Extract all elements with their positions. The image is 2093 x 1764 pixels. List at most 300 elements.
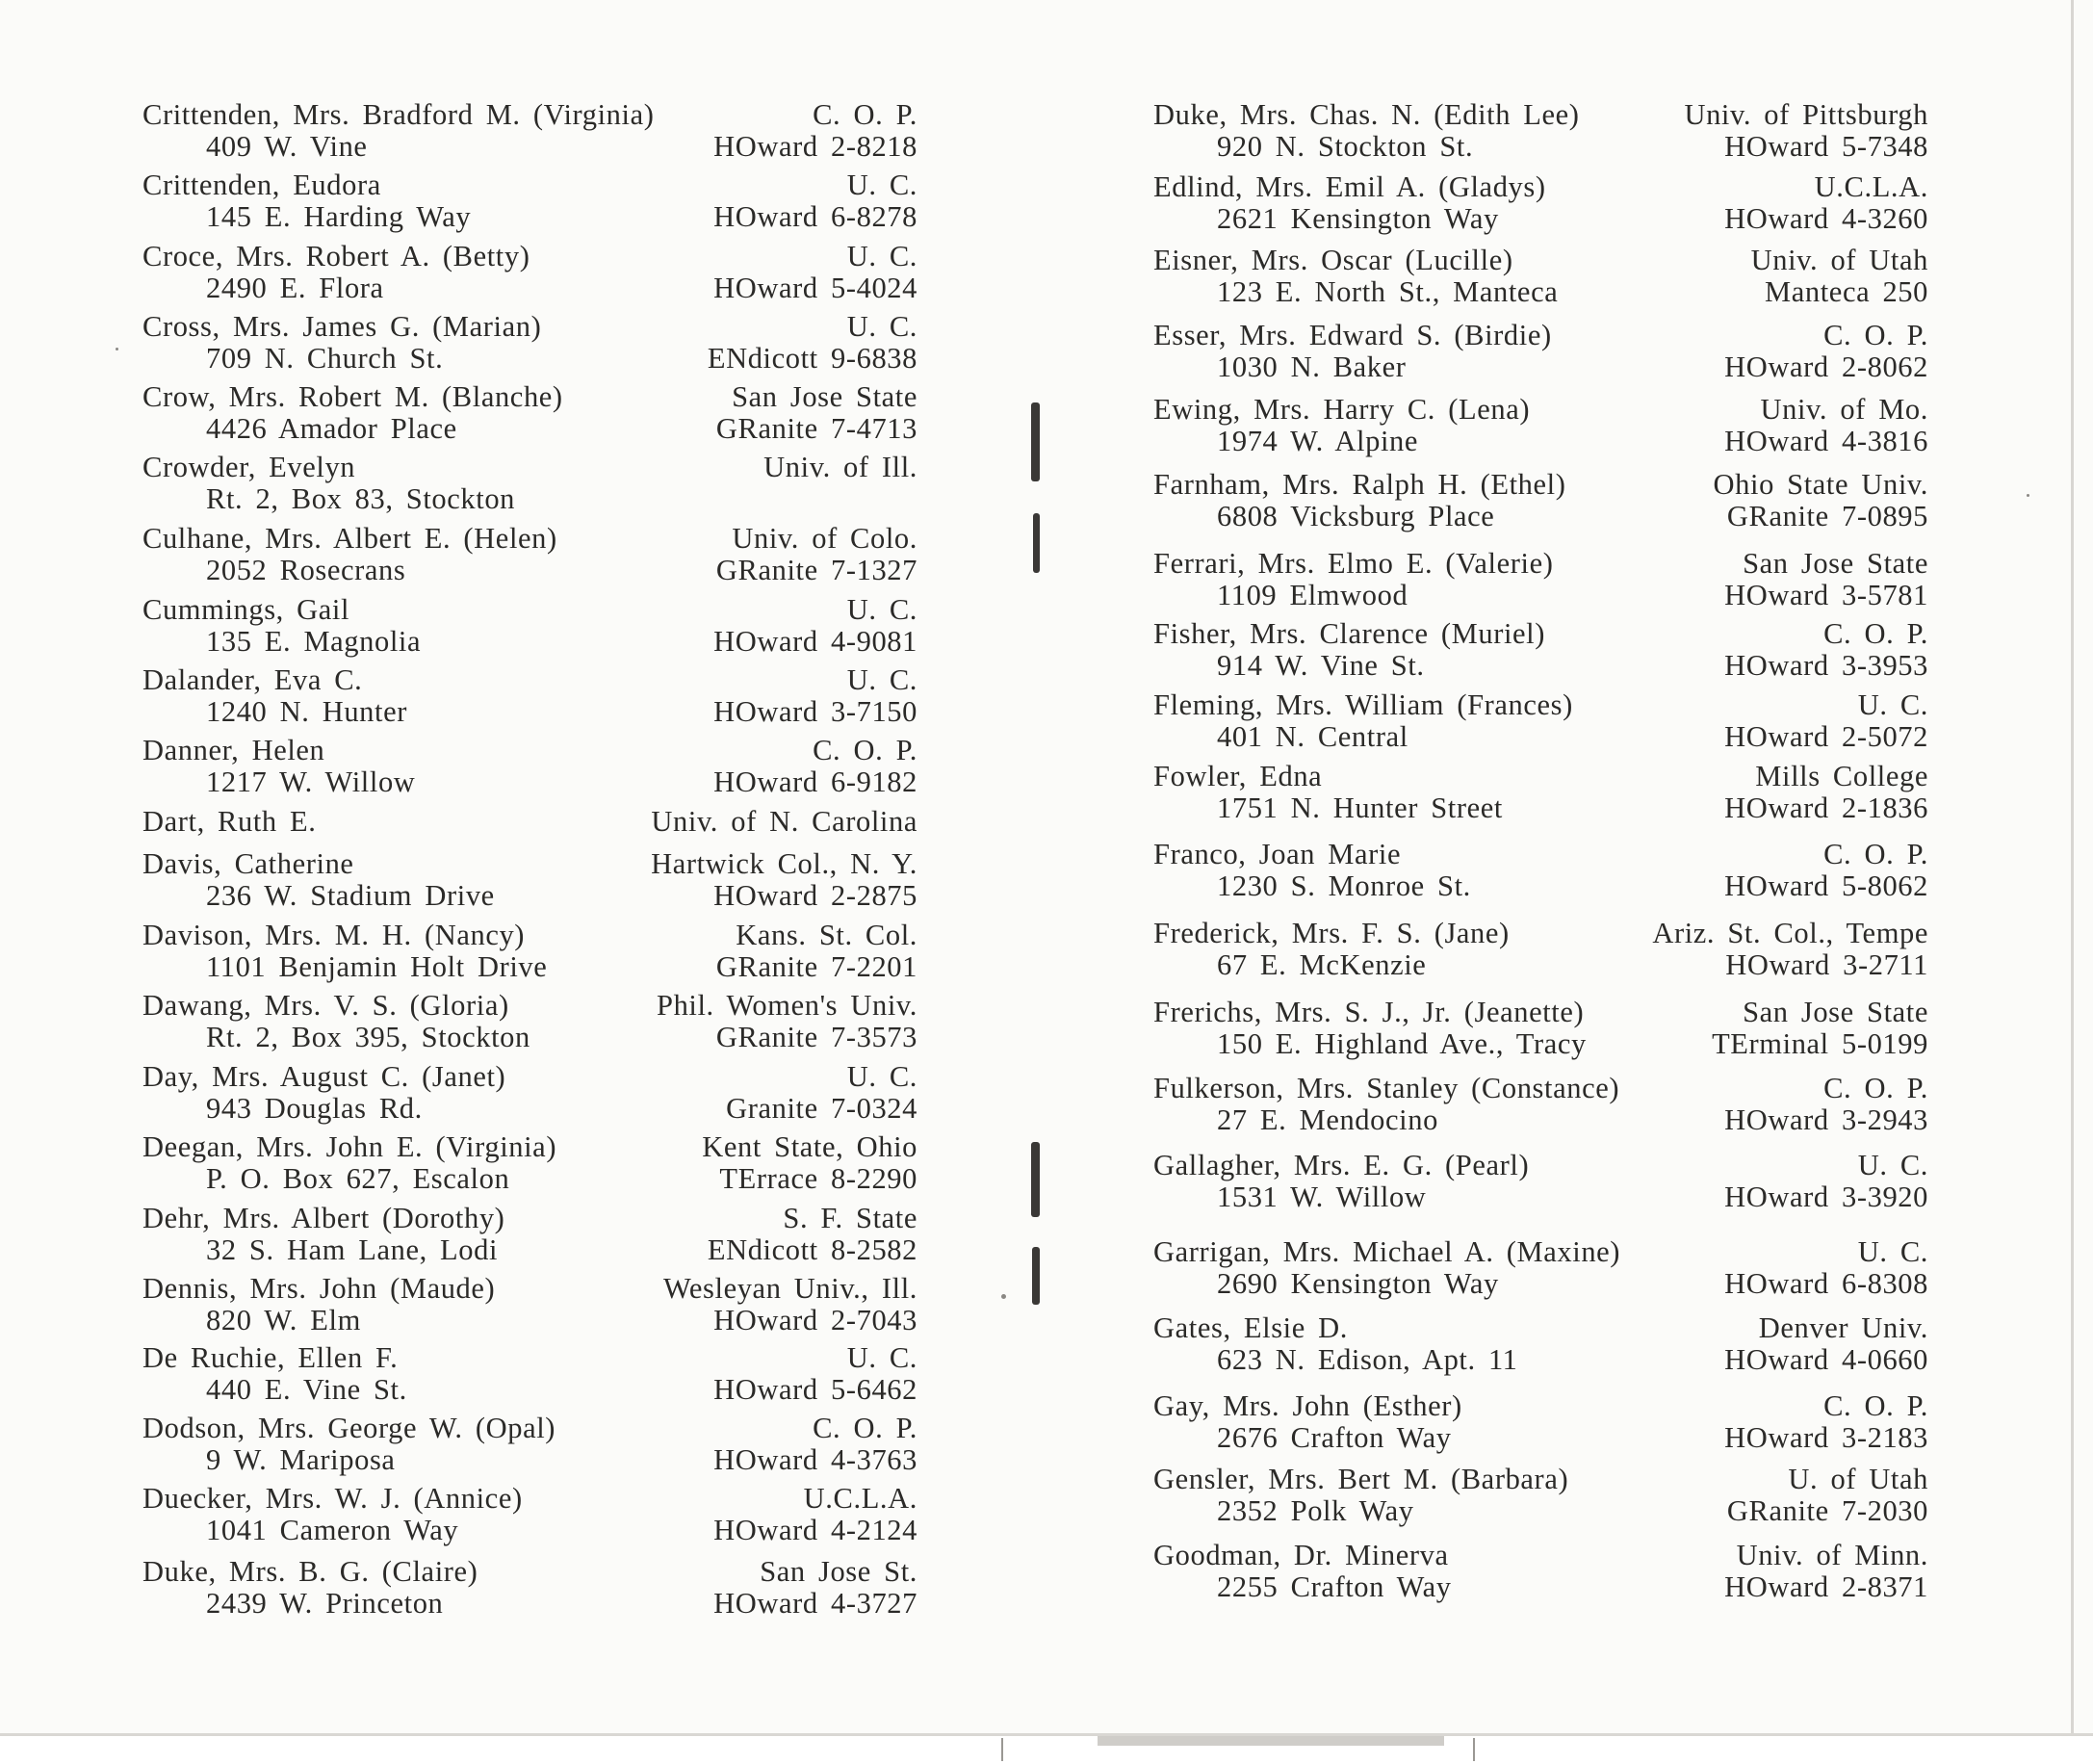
entry-line-1 xyxy=(142,1131,917,1163)
member-name: De Ruchie, Ellen F. xyxy=(142,1341,399,1374)
entry-line-1 xyxy=(1153,394,1928,426)
entry-line-1 xyxy=(142,664,917,696)
directory-entry xyxy=(1153,1236,1928,1300)
member-address: 2690 Kensington Way xyxy=(1217,1267,1499,1300)
entry-line-1 xyxy=(142,806,917,838)
member-phone: HOward 4-3816 xyxy=(1724,425,1928,457)
entry-line-2 xyxy=(1153,351,1928,383)
entry-line-2 xyxy=(142,880,917,912)
entry-line-1 xyxy=(1153,1236,1928,1268)
entry-line-1 xyxy=(142,1342,917,1374)
directory-entry xyxy=(142,848,917,912)
entry-line-1 xyxy=(1153,1464,1928,1495)
entry-line-2 xyxy=(142,413,917,445)
directory-entry xyxy=(1153,1150,1928,1213)
entry-line-2 xyxy=(1153,1181,1928,1213)
directory-entry xyxy=(1153,839,1928,902)
member-phone: HOward 2-8371 xyxy=(1724,1570,1928,1603)
speck xyxy=(2027,494,2029,497)
member-phone: HOward 2-5072 xyxy=(1724,720,1928,753)
member-name: Garrigan, Mrs. Michael A. (Maxine) xyxy=(1153,1235,1621,1268)
entry-line-2 xyxy=(142,272,917,304)
directory-entry xyxy=(142,169,917,233)
member-school: San Jose State xyxy=(1743,547,1928,580)
member-phone: HOward 2-7043 xyxy=(713,1304,917,1336)
member-address: 123 E. North St., Manteca xyxy=(1217,275,1559,308)
member-name: Croce, Mrs. Robert A. (Betty) xyxy=(142,240,530,272)
member-phone: TErrace 8-2290 xyxy=(719,1162,917,1195)
entry-line-1 xyxy=(142,920,917,951)
directory-entry xyxy=(142,1061,917,1125)
member-name: Goodman, Dr. Minerva xyxy=(1153,1539,1449,1571)
member-name: Danner, Helen xyxy=(142,734,325,766)
staple-mark xyxy=(1032,1247,1040,1305)
member-address: 1751 N. Hunter Street xyxy=(1217,791,1503,824)
member-name: Franco, Joan Marie xyxy=(1153,838,1402,870)
member-address: 1240 N. Hunter xyxy=(206,695,407,728)
directory-entry xyxy=(142,594,917,658)
member-name: Deegan, Mrs. John E. (Virginia) xyxy=(142,1130,557,1163)
directory-entry xyxy=(1153,1540,1928,1603)
entry-line-1 xyxy=(142,1203,917,1234)
entry-line-1 xyxy=(1153,918,1928,949)
directory-entry xyxy=(142,452,917,515)
member-name: Gates, Elsie D. xyxy=(1153,1311,1348,1344)
member-school: U. C. xyxy=(846,1341,917,1374)
entry-line-1 xyxy=(142,990,917,1022)
member-address: 2352 Polk Way xyxy=(1217,1494,1414,1527)
member-phone: HOward 2-2875 xyxy=(713,879,917,912)
entry-line-1 xyxy=(1153,1073,1928,1104)
member-address: 709 N. Church St. xyxy=(206,342,444,375)
member-name: Duke, Mrs. B. G. (Claire) xyxy=(142,1555,478,1588)
entry-line-1 xyxy=(142,1061,917,1093)
member-phone: HOward 2-8218 xyxy=(713,130,917,163)
member-phone: HOward 3-2943 xyxy=(1724,1103,1928,1136)
member-school: C. O. P. xyxy=(1823,1072,1928,1104)
entry-line-2 xyxy=(1153,501,1928,532)
member-school: Univ. of Mo. xyxy=(1760,393,1928,426)
member-phone: HOward 5-8062 xyxy=(1724,869,1928,902)
entry-line-1 xyxy=(142,381,917,413)
member-school: C. O. P. xyxy=(1823,617,1928,650)
member-name: Frerichs, Mrs. S. J., Jr. (Jeanette) xyxy=(1153,996,1585,1028)
member-address: 440 E. Vine St. xyxy=(206,1373,407,1406)
entry-line-1 xyxy=(1153,839,1928,870)
member-address: 920 N. Stockton St. xyxy=(1217,130,1474,163)
entry-line-1 xyxy=(142,735,917,766)
entry-line-1 xyxy=(1153,320,1928,351)
member-school: U.C.L.A. xyxy=(1814,170,1928,203)
member-address: 409 W. Vine xyxy=(206,130,368,163)
member-school: S. F. State xyxy=(783,1202,917,1234)
entry-line-2 xyxy=(142,696,917,728)
entry-line-1 xyxy=(142,452,917,483)
member-address: 150 E. Highland Ave., Tracy xyxy=(1217,1027,1587,1060)
member-address: 145 E. Harding Way xyxy=(206,200,472,233)
entry-line-1 xyxy=(142,169,917,201)
entry-line-1 xyxy=(1153,1312,1928,1344)
directory-entry xyxy=(142,1342,917,1406)
entry-line-1 xyxy=(142,1413,917,1444)
member-phone: HOward 4-3763 xyxy=(713,1443,917,1476)
member-address: Rt. 2, Box 395, Stockton xyxy=(206,1021,530,1053)
member-phone: HOward 6-8308 xyxy=(1724,1267,1928,1300)
scan-shadow xyxy=(1098,1736,1444,1746)
entry-line-1 xyxy=(1153,618,1928,650)
entry-line-2 xyxy=(1153,949,1928,981)
directory-entry xyxy=(142,99,917,163)
entry-line-1 xyxy=(142,848,917,880)
member-school: C. O. P. xyxy=(1823,838,1928,870)
entry-line-2 xyxy=(1153,1268,1928,1300)
directory-entry xyxy=(1153,689,1928,753)
member-name: Crow, Mrs. Robert M. (Blanche) xyxy=(142,380,563,413)
member-name: Edlind, Mrs. Emil A. (Gladys) xyxy=(1153,170,1546,203)
scan-edge-mark xyxy=(1001,1738,1003,1761)
member-name: Farnham, Mrs. Ralph H. (Ethel) xyxy=(1153,468,1566,501)
entry-line-2 xyxy=(1153,1571,1928,1603)
member-address: 401 N. Central xyxy=(1217,720,1408,753)
member-phone: GRanite 7-2201 xyxy=(715,950,917,983)
directory-entry xyxy=(142,1413,917,1476)
entry-line-1 xyxy=(142,1273,917,1305)
entry-line-2 xyxy=(1153,131,1928,163)
directory-entry xyxy=(1153,1073,1928,1136)
entry-line-1 xyxy=(142,1556,917,1588)
entry-line-1 xyxy=(142,594,917,626)
directory-entry xyxy=(1153,245,1928,308)
member-phone: HOward 6-8278 xyxy=(713,200,917,233)
entry-line-2 xyxy=(142,131,917,163)
member-name: Ewing, Mrs. Harry C. (Lena) xyxy=(1153,393,1531,426)
member-school: U.C.L.A. xyxy=(803,1482,917,1515)
entry-line-2 xyxy=(142,951,917,983)
directory-entry xyxy=(1153,320,1928,383)
entry-line-2 xyxy=(142,626,917,658)
member-phone: HOward 5-6462 xyxy=(713,1373,917,1406)
entry-line-2 xyxy=(142,1163,917,1195)
entry-line-2 xyxy=(1153,276,1928,308)
member-school: U. C. xyxy=(1857,1235,1928,1268)
entry-line-2 xyxy=(1153,1344,1928,1376)
entry-line-2 xyxy=(1153,870,1928,902)
entry-line-2 xyxy=(142,1374,917,1406)
member-name: Day, Mrs. August C. (Janet) xyxy=(142,1060,506,1093)
entry-line-2 xyxy=(142,555,917,586)
member-name: Dawang, Mrs. V. S. (Gloria) xyxy=(142,989,509,1022)
entry-line-2 xyxy=(142,1022,917,1053)
member-phone: HOward 5-7348 xyxy=(1724,130,1928,163)
member-phone: GRanite 7-0895 xyxy=(1726,500,1928,532)
member-name: Cummings, Gail xyxy=(142,593,350,626)
entry-line-1 xyxy=(1153,469,1928,501)
member-school: Univ. of Pittsburgh xyxy=(1684,98,1928,131)
member-school: Univ. of N. Carolina xyxy=(651,805,917,838)
member-address: 1101 Benjamin Holt Drive xyxy=(206,950,548,983)
entry-line-2 xyxy=(1153,1104,1928,1136)
member-address: 1974 W. Alpine xyxy=(1217,425,1419,457)
member-address: 2621 Kensington Way xyxy=(1217,202,1499,235)
member-address: 1217 W. Willow xyxy=(206,765,416,798)
entry-line-2 xyxy=(1153,650,1928,682)
directory-entry xyxy=(1153,618,1928,682)
member-phone: GRanite 7-2030 xyxy=(1726,1494,1928,1527)
member-address: 1109 Elmwood xyxy=(1217,579,1408,611)
scan-edge-mark xyxy=(1473,1738,1475,1761)
member-address: 1531 W. Willow xyxy=(1217,1180,1427,1213)
member-address: 27 E. Mendocino xyxy=(1217,1103,1438,1136)
member-address: 2490 E. Flora xyxy=(206,272,384,304)
entry-line-1 xyxy=(1153,245,1928,276)
entry-line-1 xyxy=(142,311,917,343)
directory-entry xyxy=(142,241,917,304)
member-phone: HOward 2-8062 xyxy=(1724,350,1928,383)
member-name: Crittenden, Eudora xyxy=(142,169,381,201)
member-phone: HOward 4-0660 xyxy=(1724,1343,1928,1376)
member-name: Cross, Mrs. James G. (Marian) xyxy=(142,310,542,343)
member-phone: Granite 7-0324 xyxy=(726,1092,917,1125)
member-phone: Manteca 250 xyxy=(1765,275,1928,308)
entry-line-1 xyxy=(1153,171,1928,203)
member-name: Culhane, Mrs. Albert E. (Helen) xyxy=(142,522,557,555)
member-phone: HOward 3-3920 xyxy=(1724,1180,1928,1213)
entry-line-1 xyxy=(1153,99,1928,131)
member-school: Ariz. St. Col., Tempe xyxy=(1652,917,1928,949)
entry-line-2 xyxy=(142,1305,917,1336)
member-phone: HOward 4-3260 xyxy=(1724,202,1928,235)
directory-entry xyxy=(142,806,917,838)
member-address: 9 W. Mariposa xyxy=(206,1443,396,1476)
member-school: U. C. xyxy=(1857,1149,1928,1181)
member-school: Ohio State Univ. xyxy=(1713,468,1928,501)
directory-entry xyxy=(142,735,917,798)
entry-line-2 xyxy=(1153,426,1928,457)
member-address: 623 N. Edison, Apt. 11 xyxy=(1217,1343,1518,1376)
member-school: C. O. P. xyxy=(1823,319,1928,351)
member-address: 820 W. Elm xyxy=(206,1304,361,1336)
member-address: 2676 Crafton Way xyxy=(1217,1421,1452,1454)
directory-entry xyxy=(142,1556,917,1620)
directory-entry xyxy=(142,920,917,983)
entry-line-2 xyxy=(1153,1422,1928,1454)
member-phone: HOward 3-7150 xyxy=(713,695,917,728)
member-name: Duecker, Mrs. W. J. (Annice) xyxy=(142,1482,523,1515)
member-name: Dodson, Mrs. George W. (Opal) xyxy=(142,1412,556,1444)
entry-line-2 xyxy=(142,343,917,375)
member-name: Gensler, Mrs. Bert M. (Barbara) xyxy=(1153,1463,1569,1495)
entry-line-2 xyxy=(142,1444,917,1476)
entry-line-2 xyxy=(1153,1495,1928,1527)
member-school: Phil. Women's Univ. xyxy=(657,989,917,1022)
member-name: Fulkerson, Mrs. Stanley (Constance) xyxy=(1153,1072,1620,1104)
member-address: 2052 Rosecrans xyxy=(206,554,406,586)
member-name: Fowler, Edna xyxy=(1153,760,1323,792)
entry-line-2 xyxy=(142,483,917,515)
staple-mark xyxy=(1033,513,1040,573)
member-address: 2439 W. Princeton xyxy=(206,1587,444,1620)
member-name: Fleming, Mrs. William (Frances) xyxy=(1153,688,1573,721)
member-address: 1030 N. Baker xyxy=(1217,350,1407,383)
directory-entry xyxy=(1153,171,1928,235)
member-school: U. C. xyxy=(846,310,917,343)
member-phone: ENdicott 9-6838 xyxy=(707,342,917,375)
member-name: Crittenden, Mrs. Bradford M. (Virginia) xyxy=(142,98,655,131)
staple-mark xyxy=(1031,402,1040,481)
directory-entry xyxy=(142,311,917,375)
member-address: 2255 Crafton Way xyxy=(1217,1570,1452,1603)
member-name: Gay, Mrs. John (Esther) xyxy=(1153,1389,1462,1422)
entry-line-1 xyxy=(142,99,917,131)
member-name: Dennis, Mrs. John (Maude) xyxy=(142,1272,496,1305)
entry-line-1 xyxy=(1153,1540,1928,1571)
member-address: P. O. Box 627, Escalon xyxy=(206,1162,510,1195)
member-address: 1041 Cameron Way xyxy=(206,1514,459,1546)
member-name: Davison, Mrs. M. H. (Nancy) xyxy=(142,919,526,951)
member-school: Univ. of Ill. xyxy=(763,451,917,483)
entry-line-1 xyxy=(1153,997,1928,1028)
member-name: Davis, Catherine xyxy=(142,847,354,880)
entry-line-1 xyxy=(1153,1390,1928,1422)
member-address: Rt. 2, Box 83, Stockton xyxy=(206,482,516,515)
entry-line-2 xyxy=(1153,1028,1928,1060)
directory-entry xyxy=(1153,394,1928,457)
member-name: Crowder, Evelyn xyxy=(142,451,356,483)
directory-entry xyxy=(142,523,917,586)
member-address: 32 S. Ham Lane, Lodi xyxy=(206,1233,499,1266)
directory-entry xyxy=(142,381,917,445)
member-name: Gallagher, Mrs. E. G. (Pearl) xyxy=(1153,1149,1530,1181)
directory-entry xyxy=(1153,469,1928,532)
member-school: Kans. St. Col. xyxy=(736,919,917,951)
entry-line-1 xyxy=(1153,1150,1928,1181)
member-school: U. C. xyxy=(846,593,917,626)
member-address: 135 E. Magnolia xyxy=(206,625,422,658)
member-school: San Jose St. xyxy=(760,1555,917,1588)
entry-line-2 xyxy=(142,766,917,798)
directory-entry xyxy=(1153,1312,1928,1376)
member-school: C. O. P. xyxy=(813,98,917,131)
member-phone: HOward 3-5781 xyxy=(1724,579,1928,611)
member-address: 6808 Vicksburg Place xyxy=(1217,500,1495,532)
member-school: San Jose State xyxy=(1743,996,1928,1028)
member-school: U. C. xyxy=(846,240,917,272)
member-school: Univ. of Colo. xyxy=(732,522,917,555)
directory-entry xyxy=(1153,761,1928,824)
member-address: 236 W. Stadium Drive xyxy=(206,879,495,912)
member-name: Duke, Mrs. Chas. N. (Edith Lee) xyxy=(1153,98,1580,131)
member-name: Esser, Mrs. Edward S. (Birdie) xyxy=(1153,319,1552,351)
member-name: Frederick, Mrs. F. S. (Jane) xyxy=(1153,917,1510,949)
member-phone: HOward 4-9081 xyxy=(713,625,917,658)
member-address: 4426 Amador Place xyxy=(206,412,457,445)
directory-entry xyxy=(1153,997,1928,1060)
scan-bottom-margin xyxy=(0,1733,2093,1764)
entry-line-1 xyxy=(142,241,917,272)
entry-line-1 xyxy=(1153,689,1928,721)
entry-line-2 xyxy=(142,1093,917,1125)
member-phone: ENdicott 8-2582 xyxy=(707,1233,917,1266)
entry-line-1 xyxy=(1153,548,1928,580)
member-school: Kent State, Ohio xyxy=(702,1130,917,1163)
entry-line-2 xyxy=(142,1515,917,1546)
speck xyxy=(116,348,118,350)
member-phone: HOward 3-2183 xyxy=(1724,1421,1928,1454)
entry-line-1 xyxy=(1153,761,1928,792)
member-address: 67 E. McKenzie xyxy=(1217,948,1427,981)
entry-line-2 xyxy=(1153,203,1928,235)
entry-line-2 xyxy=(1153,580,1928,611)
member-school: Wesleyan Univ., Ill. xyxy=(662,1272,917,1305)
member-school: U. C. xyxy=(846,1060,917,1093)
member-school: Univ. of Minn. xyxy=(1736,1539,1928,1571)
member-phone: HOward 3-3953 xyxy=(1724,649,1928,682)
member-name: Eisner, Mrs. Oscar (Lucille) xyxy=(1153,244,1513,276)
entry-line-1 xyxy=(142,1483,917,1515)
member-phone: HOward 4-3727 xyxy=(713,1587,917,1620)
entry-line-2 xyxy=(142,201,917,233)
member-address: 914 W. Vine St. xyxy=(1217,649,1425,682)
member-school: Univ. of Utah xyxy=(1750,244,1928,276)
directory-entry xyxy=(142,1273,917,1336)
directory-entry xyxy=(1153,99,1928,163)
member-school: C. O. P. xyxy=(813,1412,917,1444)
directory-entry xyxy=(142,1203,917,1266)
member-school: Hartwick Col., N. Y. xyxy=(651,847,917,880)
member-name: Dart, Ruth E. xyxy=(142,805,317,838)
member-phone: HOward 2-1836 xyxy=(1724,791,1928,824)
member-school: U. of Utah xyxy=(1788,1463,1928,1495)
member-phone: HOward 6-9182 xyxy=(713,765,917,798)
directory-entry xyxy=(142,990,917,1053)
directory-entry xyxy=(142,1483,917,1546)
member-phone: HOward 3-2711 xyxy=(1725,948,1928,981)
directory-entry xyxy=(1153,548,1928,611)
directory-entry xyxy=(1153,918,1928,981)
entry-line-1 xyxy=(142,523,917,555)
member-address: 1230 S. Monroe St. xyxy=(1217,869,1471,902)
directory-entry xyxy=(1153,1464,1928,1527)
directory-entry xyxy=(1153,1390,1928,1454)
member-school: C. O. P. xyxy=(813,734,917,766)
member-phone: TErminal 5-0199 xyxy=(1712,1027,1928,1060)
member-school: Mills College xyxy=(1755,760,1928,792)
entry-line-2 xyxy=(142,1588,917,1620)
member-phone: GRanite 7-4713 xyxy=(715,412,917,445)
entry-line-2 xyxy=(142,1234,917,1266)
member-school: U. C. xyxy=(846,663,917,696)
member-school: Denver Univ. xyxy=(1758,1311,1928,1344)
member-school: C. O. P. xyxy=(1823,1389,1928,1422)
page-edge xyxy=(2071,0,2074,1733)
member-school: San Jose State xyxy=(732,380,917,413)
entry-line-2 xyxy=(1153,721,1928,753)
member-phone: GRanite 7-3573 xyxy=(715,1021,917,1053)
staple-mark xyxy=(1031,1142,1040,1217)
member-name: Dehr, Mrs. Albert (Dorothy) xyxy=(142,1202,505,1234)
speck xyxy=(1001,1294,1006,1299)
directory-entry xyxy=(142,1131,917,1195)
member-address: 943 Douglas Rd. xyxy=(206,1092,423,1125)
member-name: Dalander, Eva C. xyxy=(142,663,363,696)
member-school: U. C. xyxy=(1857,688,1928,721)
entry-line-2 xyxy=(1153,792,1928,824)
member-phone: GRanite 7-1327 xyxy=(715,554,917,586)
member-name: Ferrari, Mrs. Elmo E. (Valerie) xyxy=(1153,547,1554,580)
member-school: U. C. xyxy=(846,169,917,201)
member-phone: HOward 5-4024 xyxy=(713,272,917,304)
member-phone: HOward 4-2124 xyxy=(713,1514,917,1546)
